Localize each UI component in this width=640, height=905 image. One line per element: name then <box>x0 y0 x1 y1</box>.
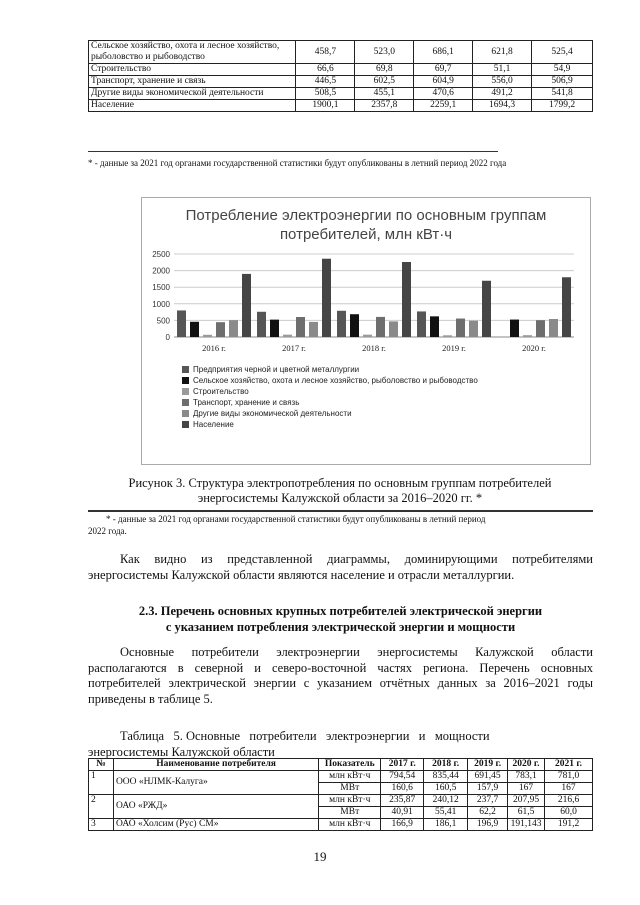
bar <box>389 321 398 337</box>
table-cell: 525,4 <box>532 41 593 64</box>
bar <box>482 281 491 337</box>
table-cell: 541,8 <box>532 88 593 100</box>
table-cell: 508,5 <box>296 88 355 100</box>
x-tick-label: 2020 г. <box>522 343 546 353</box>
row-label: Население <box>89 100 296 112</box>
y-tick-label: 500 <box>156 316 170 326</box>
table5-title-line1: Таблица 5. Основные потребители электроэнергии и мощности <box>120 729 490 743</box>
row-label: Транспорт, хранение и связь <box>89 76 296 88</box>
bar <box>536 320 545 337</box>
table-cell: 621,8 <box>473 41 532 64</box>
legend-item <box>182 386 582 397</box>
column-header: Наименование потребителя <box>113 759 318 771</box>
bar <box>510 320 519 337</box>
bar <box>363 335 372 337</box>
consumer-number: 2 <box>89 795 114 819</box>
legend-item <box>182 419 582 430</box>
table-cell: 60,0 <box>545 807 593 819</box>
row-label: Сельское хозяйство, охота и лесное хозяйство, рыболовство и рыбоводство <box>89 41 296 64</box>
bar <box>309 322 318 337</box>
major-consumers-table <box>88 758 593 831</box>
consumer-number: 1 <box>89 771 114 795</box>
bar <box>456 319 465 337</box>
section-heading <box>88 603 593 635</box>
table-cell: 61,5 <box>508 807 545 819</box>
bar <box>549 319 558 337</box>
bar <box>430 316 439 337</box>
table-cell: 691,45 <box>468 771 508 783</box>
table-cell: 66,6 <box>296 64 355 76</box>
paragraph-dominant-consumers: Как видно из представленной диаграммы, доминирующими потребителями энергосистемы Калужской области являются население и отрасли металлургии. <box>88 552 593 582</box>
table-row <box>89 76 593 88</box>
footnote-figure <box>88 513 593 537</box>
bar <box>523 335 532 337</box>
consumer-number: 3 <box>89 819 114 831</box>
paragraph-consumers-list: Основные потребители электроэнергии энергосистемы Калужской области располагаются в северной и северо-восточной частях региона. Перечень основных потребителей электрической энергии с указанием отчётных данных за 2016–2021 годы приведены в таблице 5. <box>88 645 593 706</box>
x-tick-label: 2019 г. <box>442 343 466 353</box>
table-cell: 686,1 <box>414 41 473 64</box>
y-tick-label: 0 <box>165 333 170 342</box>
table-row <box>89 819 593 831</box>
figure-caption-line2: энергосистемы Калужской области за 2016–2020 гг. * <box>197 491 483 505</box>
footnote-figure-line1: * - данные за 2021 год органами государственной статистики будут опубликованы в летний период <box>106 514 486 524</box>
column-header: 2020 г. <box>508 759 545 771</box>
legend-label: Транспорт, хранение и связь <box>193 398 300 407</box>
figure-caption <box>60 476 620 506</box>
column-header: Показатель <box>319 759 381 771</box>
legend-item <box>182 364 582 375</box>
table-cell: 237,7 <box>468 795 508 807</box>
column-header: 2018 г. <box>424 759 468 771</box>
table-cell: 2357,8 <box>355 100 414 112</box>
page-number: 19 <box>313 849 327 864</box>
table-cell: 166,9 <box>381 819 424 831</box>
table-cell: 2259,1 <box>414 100 473 112</box>
table-cell: 446,5 <box>296 76 355 88</box>
table-row <box>89 100 593 112</box>
indicator-cell: МВт <box>319 783 381 795</box>
legend-label: Население <box>193 420 234 429</box>
indicator-cell: млн кВт·ч <box>319 819 381 831</box>
bar <box>270 320 279 337</box>
consumption-table-continuation <box>88 40 593 112</box>
table-cell: 602,5 <box>355 76 414 88</box>
table-cell: 781,0 <box>545 771 593 783</box>
table-row <box>89 88 593 100</box>
legend-swatch <box>182 421 189 428</box>
table-cell: 604,9 <box>414 76 473 88</box>
table-row <box>89 795 593 807</box>
bar <box>190 322 199 337</box>
footnote-top: * - данные за 2021 год органами государственной статистики будут опубликованы в летний период 2022 года <box>88 158 507 168</box>
bar <box>417 311 426 337</box>
bar <box>283 335 292 337</box>
y-tick-label: 2500 <box>152 250 170 259</box>
table-cell: 455,1 <box>355 88 414 100</box>
y-tick-label: 2000 <box>152 266 170 276</box>
consumer-name: ОАО «РЖД» <box>113 795 318 819</box>
consumer-name: ОАО «Холсим (Рус) СМ» <box>113 819 318 831</box>
indicator-cell: МВт <box>319 807 381 819</box>
table-row <box>89 771 593 783</box>
table-cell: 196,9 <box>468 819 508 831</box>
x-tick-label: 2017 г. <box>282 343 306 353</box>
table-cell: 235,87 <box>381 795 424 807</box>
bar <box>337 311 346 337</box>
bar <box>350 314 359 337</box>
legend-swatch <box>182 377 189 384</box>
table-cell: 186,1 <box>424 819 468 831</box>
table-cell: 240,12 <box>424 795 468 807</box>
legend-swatch <box>182 388 189 395</box>
legend-label: Предприятия черной и цветной металлургии <box>193 365 360 374</box>
bar <box>376 317 385 337</box>
bar <box>296 317 305 337</box>
legend-swatch <box>182 399 189 406</box>
column-header: 2019 г. <box>468 759 508 771</box>
table-row <box>89 41 593 64</box>
table-cell: 1900,1 <box>296 100 355 112</box>
table-cell: 55,41 <box>424 807 468 819</box>
legend-item <box>182 375 582 386</box>
bar <box>469 321 478 337</box>
table-cell: 835,44 <box>424 771 468 783</box>
section-heading-line2: с указанием потребления электрической энергии и мощности <box>165 620 516 634</box>
bar <box>257 312 266 337</box>
table-cell: 157,9 <box>468 783 508 795</box>
table-cell: 69,7 <box>414 64 473 76</box>
bar <box>216 322 225 337</box>
footnote-separator <box>88 151 498 152</box>
table-row <box>89 64 593 76</box>
table-cell: 458,7 <box>296 41 355 64</box>
chart-container <box>141 197 591 465</box>
table-cell: 191,2 <box>545 819 593 831</box>
table-cell: 191,143 <box>508 819 545 831</box>
table-cell: 523,0 <box>355 41 414 64</box>
section-heading-line1: 2.3. Перечень основных крупных потребителей электрической энергии <box>138 604 543 618</box>
footnote-figure-line2: 2022 года. <box>88 526 127 536</box>
table-cell: 1694,3 <box>473 100 532 112</box>
bar <box>562 277 571 337</box>
table-cell: 207,95 <box>508 795 545 807</box>
bar <box>322 259 331 337</box>
table-cell: 62,2 <box>468 807 508 819</box>
legend-label: Сельское хозяйство, охота и лесное хозяйство, рыболовство и рыбоводство <box>193 376 478 385</box>
legend-item <box>182 397 582 408</box>
table-cell: 491,2 <box>473 88 532 100</box>
table-cell: 160,6 <box>381 783 424 795</box>
bar <box>229 320 238 337</box>
column-header: 2017 г. <box>381 759 424 771</box>
y-tick-label: 1500 <box>152 283 170 293</box>
table-cell: 160,5 <box>424 783 468 795</box>
figure-caption-line1: Рисунок 3. Структура электропотребления по основным группам потребителей <box>128 476 552 490</box>
table-cell: 69,8 <box>355 64 414 76</box>
table-cell: 167 <box>545 783 593 795</box>
table-cell: 216,6 <box>545 795 593 807</box>
table-cell: 54,9 <box>532 64 593 76</box>
table-cell: 470,6 <box>414 88 473 100</box>
bar <box>402 262 411 337</box>
bar <box>443 335 452 337</box>
table5-title-line2: энергосистемы Калужской области <box>88 744 275 759</box>
table-cell: 1799,2 <box>532 100 593 112</box>
table-cell: 556,0 <box>473 76 532 88</box>
legend-label: Строительство <box>193 387 249 396</box>
figure-rule <box>88 510 593 512</box>
column-header: № <box>89 759 114 771</box>
x-tick-label: 2018 г. <box>362 343 386 353</box>
bar-chart <box>142 198 590 368</box>
bar <box>242 274 251 337</box>
legend-label: Другие виды экономической деятельности <box>193 409 352 418</box>
table5-title <box>88 729 593 760</box>
table-cell: 783,1 <box>508 771 545 783</box>
chart-title-line1: Потребление электроэнергии по основным группам <box>185 207 547 224</box>
consumer-name: ООО «НЛМК-Калуга» <box>113 771 318 795</box>
row-label: Другие виды экономической деятельности <box>89 88 296 100</box>
legend-swatch <box>182 410 189 417</box>
x-tick-label: 2016 г. <box>202 343 226 353</box>
bar <box>177 310 186 337</box>
bar <box>203 335 212 337</box>
chart-title-line2: потребителей, млн кВт·ч <box>279 226 453 243</box>
chart-legend <box>182 364 582 430</box>
indicator-cell: млн кВт·ч <box>319 771 381 783</box>
table-cell: 794,54 <box>381 771 424 783</box>
table-cell: 51,1 <box>473 64 532 76</box>
y-tick-label: 1000 <box>152 299 170 309</box>
table-cell: 167 <box>508 783 545 795</box>
table-cell: 506,9 <box>532 76 593 88</box>
table-cell: 40,91 <box>381 807 424 819</box>
indicator-cell: млн кВт·ч <box>319 795 381 807</box>
column-header: 2021 г. <box>545 759 593 771</box>
row-label: Строительство <box>89 64 296 76</box>
legend-item <box>182 408 582 419</box>
legend-swatch <box>182 366 189 373</box>
